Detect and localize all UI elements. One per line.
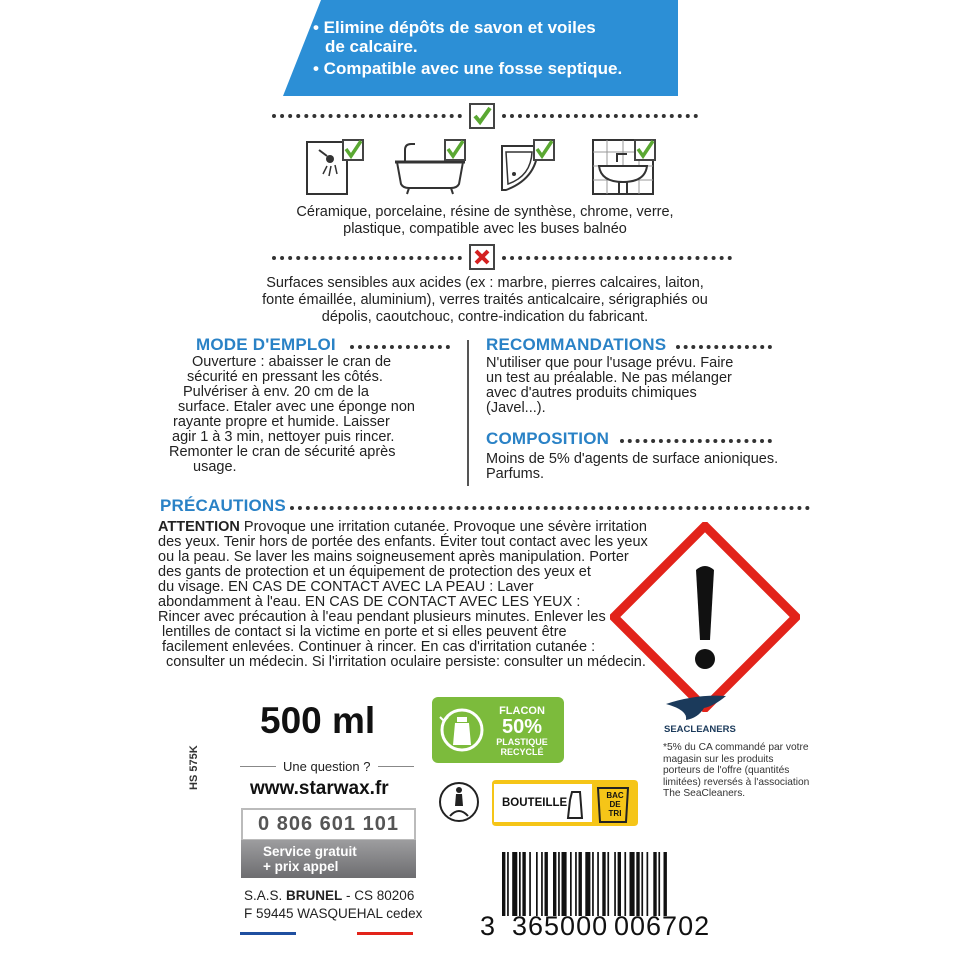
composition-line-1: Moins de 5% d'agents de surface anioniques.: [486, 451, 779, 467]
divider-dots: [502, 256, 732, 260]
barcode-digit-first: 3: [480, 911, 497, 941]
barcode-bar: [553, 852, 556, 916]
barcode-bar: [507, 852, 509, 916]
mode-emploi-line: rayante propre et humide. Laisser: [173, 414, 390, 430]
barcode-bar: [579, 852, 582, 916]
barcode-bar: [636, 852, 639, 916]
barcode-bar: [545, 852, 548, 916]
mode-emploi-line: sécurité en pressant les côtés.: [187, 369, 383, 385]
attention-label: ATTENTION: [158, 519, 240, 535]
compatible-line-2: plastique, compatible avec les buses balnéo: [343, 221, 627, 237]
precautions-line: ou la peau. Se laver les mains soigneusement après manipulation. Porter: [158, 549, 629, 565]
sorting-label: [490, 778, 640, 828]
precautions-title: PRÉCAUTIONS: [160, 496, 286, 515]
seacleaners-note: *5% du CA commandé par votre magasin sur les produits porteurs de l'offre (quantités limitées) reversés à l'association The SeaCleaners.: [663, 742, 810, 799]
divider-dots: [502, 114, 698, 118]
bottle-label: BOUTEILLE: [502, 797, 568, 809]
barcode-digits-group-1: 365000: [512, 911, 609, 941]
recommandations-text: [486, 356, 776, 416]
barcode-bar: [562, 852, 567, 916]
barcode-bar: [624, 852, 626, 916]
bathtub-icon: [393, 138, 469, 196]
barcode-bar: [558, 852, 560, 916]
recommandations-line: avec d'autres produits chimiques: [486, 385, 697, 401]
company-line-1: S.A.S. BRUNEL - CS 80206: [244, 888, 415, 903]
barcode-bar: [585, 852, 590, 916]
recommandations-line: un test au préalable. Ne pas mélanger: [486, 370, 732, 386]
benefits-banner: [283, 0, 678, 96]
incompatible-surfaces: [160, 275, 810, 326]
incompatible-line-3: dépolis, caoutchouc, contre-indication du fabricant.: [321, 309, 649, 325]
banner-line-3: • Compatible avec une fosse septique.: [313, 59, 623, 78]
contact-rule: [378, 766, 414, 767]
barcode-bar: [641, 852, 643, 916]
cross-icon: [469, 244, 495, 270]
composition-title: COMPOSITION: [486, 429, 610, 448]
eco-text: FLACON 50% PLASTIQUE RECYCLÉ: [496, 705, 548, 757]
manta-logo-icon: [664, 694, 728, 722]
compatible-line-1: Céramique, porcelaine, résine de synthèse, chrome, verre,: [296, 204, 674, 220]
banner-line-1: • Elimine dépôts de savon et voiles: [313, 18, 596, 37]
phone-number: 0 806 601 101: [241, 808, 416, 841]
precautions-line: abondamment à l'eau. EN CAS DE CONTACT AVEC LES YEUX :: [158, 594, 581, 610]
barcode-bar: [602, 852, 605, 916]
divider-dots: [676, 345, 772, 349]
barcode-bar: [522, 852, 525, 916]
composition-text: [486, 452, 806, 482]
precautions-line: Rincer avec précaution à l'eau pendant plusieurs minutes. Enlever les: [158, 609, 606, 625]
sink-icon: [591, 138, 661, 196]
mode-emploi-line: Pulvériser à env. 20 cm de la: [183, 384, 369, 400]
barcode-bar: [529, 852, 531, 916]
incompatible-line-1: Surfaces sensibles aux acides (ex : marbre, pierres calcaires, laiton,: [266, 275, 704, 291]
mode-emploi-line: Ouverture : abaisser le cran de: [192, 354, 392, 370]
seacleaners-logo: SEACLEANERS: [664, 724, 736, 735]
compatible-surfaces: [180, 204, 790, 238]
divider-dots: [290, 506, 810, 510]
barcode-bar: [630, 852, 635, 916]
company-line-2: F 59445 WASQUEHAL cedex: [244, 906, 423, 921]
barcode-bar: [618, 852, 621, 916]
mode-emploi-line: surface. Etaler avec une éponge non: [178, 399, 415, 415]
banner-text: [313, 18, 673, 78]
mode-emploi-text: [169, 355, 441, 475]
barcode-bar: [502, 852, 505, 916]
divider-dots: [272, 114, 462, 118]
barcode-bar: [575, 852, 577, 916]
barcode-bar: [541, 852, 543, 916]
barcode-bar: [570, 852, 572, 916]
divider-dots: [620, 439, 772, 443]
mode-emploi-line: usage.: [193, 459, 237, 475]
banner-line-2: de calcaire.: [325, 37, 418, 56]
recycled-plastic-badge: [432, 697, 564, 763]
barcode-bar: [607, 852, 609, 916]
divider-dots: [272, 256, 462, 260]
barcode-bar: [653, 852, 656, 916]
precautions-line: Provoque une irritation cutanée. Provoque une sévère irritation: [243, 519, 647, 535]
divider-dots: [350, 345, 450, 349]
recommandations-line: N'utiliser que pour l'usage prévu. Faire: [486, 355, 734, 371]
mode-emploi-title: MODE D'EMPLOI: [196, 335, 336, 354]
incompatible-line-2: fonte émaillée, aluminium), verres traités anticalcaire, sérigraphiés ou: [262, 292, 708, 308]
barcode-bar: [536, 852, 538, 916]
barcode-bar: [647, 852, 649, 916]
service-line-1: Service gratuit: [263, 844, 357, 859]
contact-rule: [240, 766, 276, 767]
barcode: [502, 852, 712, 916]
precautions-line: facilement enlevées. Continuer à rincer. En cas d'irritation cutanée :: [162, 639, 596, 655]
bin-label: BAC DE TRI: [606, 791, 624, 818]
service-line-2: + prix appel: [263, 859, 339, 874]
website: www.starwax.fr: [250, 778, 389, 799]
triman-icon: [438, 776, 480, 828]
flag-blue: [240, 932, 296, 935]
precautions-line: consulter un médecin. Si l'irritation oculaire persiste: consulter un médecin.: [166, 654, 646, 670]
barcode-bar: [512, 852, 517, 916]
precautions-line: des gants de protection et un équipement de protection des yeux et: [158, 564, 591, 580]
precautions-line: du visage. EN CAS DE CONTACT AVEC LA PEAU : Laver: [158, 579, 534, 595]
barcode-bar: [592, 852, 594, 916]
precautions-line: des yeux. Tenir hors de portée des enfants. Éviter tout contact avec les yeux: [158, 534, 648, 550]
composition-line-2: Parfums.: [486, 466, 545, 482]
volume: 500 ml: [260, 700, 376, 741]
shower-tray-icon: [498, 138, 558, 196]
barcode-digits-group-2: 006702: [614, 911, 711, 941]
service-box: [241, 840, 416, 878]
barcode-bar: [519, 852, 521, 916]
lot-code: HS 575K: [188, 745, 200, 790]
check-icon: [469, 103, 495, 129]
flag-red: [357, 932, 413, 935]
shower-icon: [305, 138, 367, 196]
mode-emploi-line: Remonter le cran de sécurité après: [169, 444, 396, 460]
recycle-bottle-icon: [438, 703, 486, 757]
barcode-bar: [597, 852, 599, 916]
precautions-line: lentilles de contact si la victime en porte et si elles peuvent être: [162, 624, 567, 640]
hazard-pictogram: [610, 522, 800, 712]
recommandations-title: RECOMMANDATIONS: [486, 335, 667, 354]
mode-emploi-line: agir 1 à 3 min, nettoyer puis rincer.: [172, 429, 395, 445]
contact-question: Une question ?: [283, 759, 371, 774]
column-separator: [467, 340, 469, 486]
barcode-bar: [614, 852, 616, 916]
exclamation-icon: [610, 522, 800, 712]
barcode-bar: [664, 852, 667, 916]
recommandations-line: (Javel...).: [486, 400, 546, 416]
barcode-bar: [658, 852, 660, 916]
